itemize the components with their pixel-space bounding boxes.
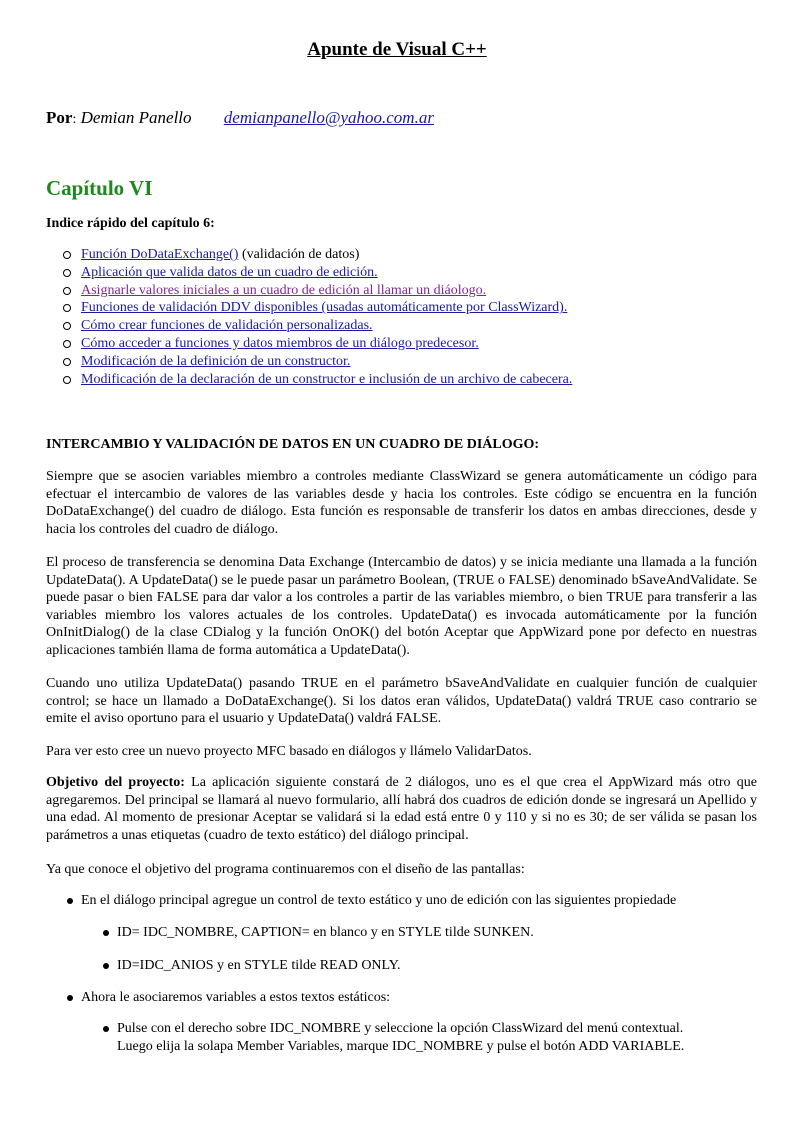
document-title: Apunte de Visual C++ (307, 39, 487, 60)
step-text: Ahora le asociaremos variables a estos textos estáticos: (81, 990, 391, 1005)
list-item (46, 989, 757, 1007)
toc-link-custom-validation[interactable]: Cómo crear funciones de validación personalizadas. (81, 318, 373, 334)
substeps-list (82, 957, 757, 975)
step-text: ID= IDC_NOMBRE, CAPTION= en blanco y en STYLE tilde SUNKEN. (117, 925, 534, 940)
toc-item (46, 246, 766, 264)
toc-link-constructor-definition[interactable]: Modificación de la definición de un constructor. (81, 353, 351, 369)
toc-link-validate-edit[interactable]: Aplicación que valida datos de un cuadro de edición. (81, 264, 378, 280)
circle-bullet-icon (63, 358, 71, 366)
author-colon: : (72, 112, 77, 127)
circle-bullet-icon (63, 269, 71, 277)
toc-link-parent-dialog[interactable]: Cómo acceder a funciones y datos miembros de un diálogo predecesor. (81, 335, 479, 351)
circle-bullet-icon (63, 251, 71, 259)
step-text: En el diálogo principal agregue un control de texto estático y uno de edición con las siguientes propiedade (81, 893, 677, 908)
substeps-list (82, 924, 757, 942)
disc-bullet-icon (67, 995, 73, 1001)
paragraph-updatedata: Cuando uno utiliza UpdateData() pasando TRUE en el parámetro bSaveAndValidate en cualquier función de cualquier control; se hace un llamado a DoDataExchange(). Si los datos eran válidos, UpdateData() valdrá TRUE caso contrario se emite el aviso oportuno para el usuario y UpdateData() valdrá FALSE. (46, 676, 757, 727)
steps-list (46, 892, 757, 910)
step-text: Pulse con el derecho sobre IDC_NOMBRE y seleccione la opción ClassWizard del menú contextual. (117, 1021, 684, 1036)
circle-bullet-icon (63, 287, 71, 295)
index-title: Indice rápido del capítulo 6: (46, 216, 215, 231)
list-item (82, 924, 757, 942)
objective-label: Objetivo del proyecto: (46, 775, 185, 790)
step-text: ID=IDC_ANIOS y en STYLE tilde READ ONLY. (117, 958, 401, 973)
toc-link-dodataexchange[interactable]: Función DoDataExchange() (81, 247, 239, 262)
toc-link-initial-values[interactable]: Asignarle valores iniciales a un cuadro de edición al llamar un diáologo. (81, 282, 487, 298)
paragraph-objective (46, 774, 757, 844)
steps-list (46, 989, 757, 1007)
objective-text: La aplicación siguiente constará de 2 diálogos, uno es el que crea el AppWizard más otro que agregaremos. Del principal se llamará al nuevo formulario, allí habrá dos cuadros de edición donde se ingresará un Apellido y una edad. Al momento de presionar Aceptar se validará si la edad está entre 0 y 110 y si no es 30; de ser válida se pasan los parámetros a unas etiquetas (cuadro de texto estático) del diálogo principal. (46, 775, 757, 843)
author-line (46, 107, 434, 131)
toc-link-constructor-declaration[interactable]: Modificación de la declaración de un constructor e inclusión de un archivo de cabecera. (81, 371, 573, 387)
circle-bullet-icon (63, 340, 71, 348)
toc-item (46, 317, 766, 335)
toc-item (46, 264, 766, 282)
toc-item (46, 335, 766, 353)
disc-bullet-icon (67, 898, 73, 904)
author-email-link[interactable]: demianpanello@yahoo.com.ar (223, 108, 434, 127)
paragraph-data-exchange: El proceso de transferencia se denomina Data Exchange (Intercambio de datos) y se inicia mediante una llamada a la función UpdateData(). A UpdateData() se le puede pasar un parámetro Boolean, (TRUE o FALSE) denominado bSaveAndValidate. Se puede pasar o bien FALSE para dar valor a los controles a partir de las variables miembro, o bien TRUE para transferir a las variables miembro los valores actuales de los controles. UpdateData() es invocada automáticamente por la función OnInitDialog() de la clase CDialog y la función OnOK() del botón Aceptar que AppWizard pone por defecto en nuestras aplicaciones también llama de forma automática a UpdateData(). (46, 555, 757, 658)
toc-item (46, 371, 766, 389)
circle-bullet-icon (63, 376, 71, 384)
paragraph-design: Ya que conoce el objetivo del programa continuaremos con el diseño de las pantallas: (46, 862, 525, 877)
paragraph-intro: Siempre que se asocien variables miembro a controles mediante ClassWizard se genera automáticamente un código para efectuar el intercambio de valores de las variables desde y hacia los controles. Este código se encuentra en la función DoDataExchange() del cuadro de diálogo. Esta función es responsable de transferir los datos en ambas direcciones, desde y hacia los controles del cuadro de diálogo. (46, 469, 757, 537)
chapter-title: Capítulo VI (46, 176, 153, 200)
disc-bullet-icon (103, 1026, 109, 1032)
chapter-index-list (46, 246, 766, 388)
disc-bullet-icon (103, 963, 109, 969)
toc-item (46, 299, 766, 317)
circle-bullet-icon (63, 304, 71, 312)
list-item (82, 957, 757, 975)
section-heading: INTERCAMBIO Y VALIDACIÓN DE DATOS EN UN CUADRO DE DIÁLOGO: (46, 437, 540, 452)
disc-bullet-icon (103, 930, 109, 936)
toc-link-ddv-functions[interactable]: Funciones de validación DDV disponibles (usadas automáticamente por ClassWizard). (81, 300, 568, 316)
list-item (46, 892, 757, 910)
author-label: Por (46, 108, 73, 127)
toc-item (46, 353, 766, 371)
substeps-list (82, 1020, 757, 1055)
list-item (82, 1020, 757, 1055)
author-name: Demian Panello (80, 108, 192, 127)
toc-item-suffix: (validación de datos) (238, 247, 360, 262)
toc-item (46, 282, 766, 300)
paragraph-new-project: Para ver esto cree un nuevo proyecto MFC basado en diálogos y llámelo ValidarDatos. (46, 744, 532, 759)
step-text: Luego elija la solapa Member Variables, marque IDC_NOMBRE y pulse el botón ADD VARIABLE. (117, 1038, 685, 1054)
circle-bullet-icon (63, 322, 71, 330)
